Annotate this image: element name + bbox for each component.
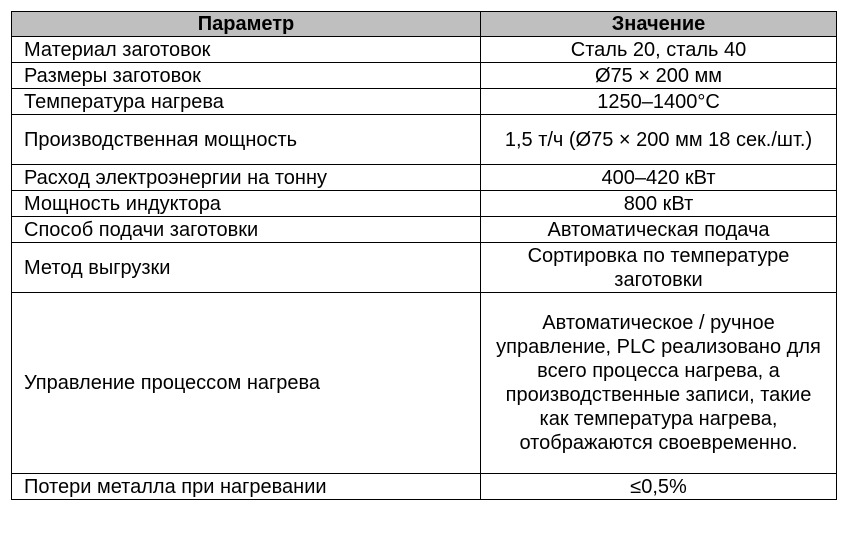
table-row (12, 293, 837, 474)
value-cell: Сталь 20, сталь 40 (481, 37, 837, 63)
value-cell: Автоматическая подача (481, 217, 837, 243)
param-cell: Производственная мощность (12, 115, 481, 165)
param-cell: Расход электроэнергии на тонну (12, 165, 481, 191)
header-param: Параметр (12, 12, 481, 37)
param-cell: Мощность индуктора (12, 191, 481, 217)
table-row (12, 165, 837, 191)
table-row (12, 191, 837, 217)
table-row (12, 89, 837, 115)
param-cell: Метод выгрузки (12, 243, 481, 293)
value-cell: 1250–1400°C (481, 89, 837, 115)
table-row (12, 115, 837, 165)
param-cell: Температура нагрева (12, 89, 481, 115)
param-cell: Способ подачи заготовки (12, 217, 481, 243)
table-row (12, 217, 837, 243)
value-cell: 400–420 кВт (481, 165, 837, 191)
param-cell: Управление процессом нагрева (12, 293, 481, 474)
table-row (12, 63, 837, 89)
value-cell: 1,5 т/ч (Ø75 × 200 мм 18 сек./шт.) (481, 115, 837, 165)
spec-table (11, 11, 837, 500)
value-cell: ≤0,5% (481, 474, 837, 500)
table-row (12, 37, 837, 63)
header-value: Значение (481, 12, 837, 37)
value-cell: Сортировка по температуре заготовки (481, 243, 837, 293)
value-cell: Автоматическое / ручное управление, PLC реализовано для всего процесса нагрева, а производственные записи, такие как температура нагрева, отображаются своевременно. (481, 293, 837, 474)
table-row (12, 474, 837, 500)
table-row (12, 243, 837, 293)
param-cell: Материал заготовок (12, 37, 481, 63)
param-cell: Размеры заготовок (12, 63, 481, 89)
table-header-row (12, 12, 837, 37)
param-cell: Потери металла при нагревании (12, 474, 481, 500)
value-cell: 800 кВт (481, 191, 837, 217)
value-cell: Ø75 × 200 мм (481, 63, 837, 89)
